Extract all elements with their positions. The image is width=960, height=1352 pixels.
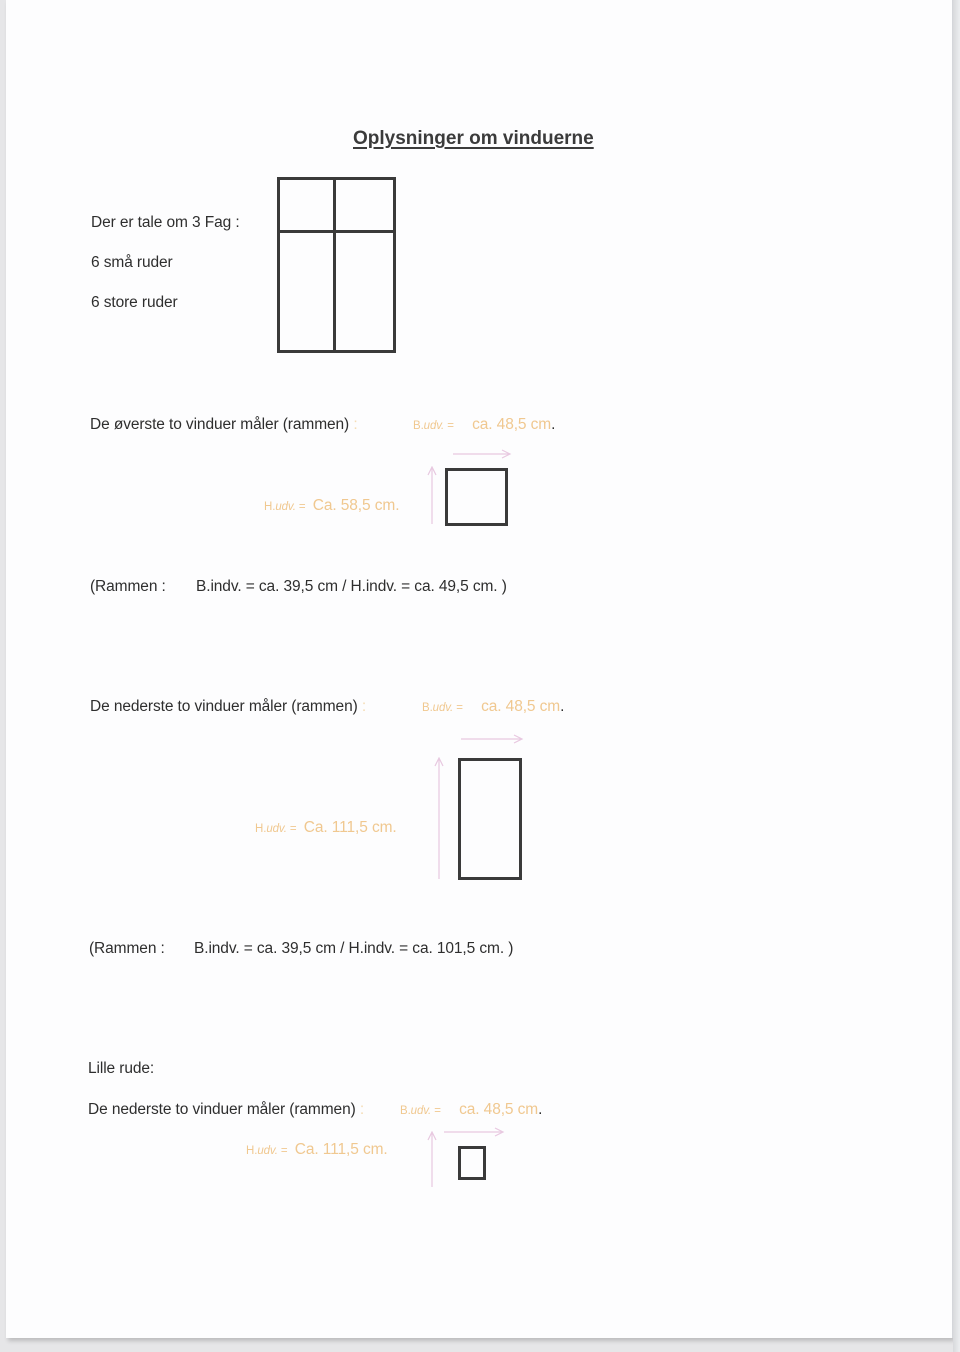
height-measure	[255, 819, 397, 837]
upper-window-shape	[445, 468, 508, 526]
width-dot: .	[538, 1101, 543, 1118]
heading-colon: :	[355, 1101, 365, 1118]
width-value: ca. 48,5 cm	[459, 1101, 539, 1118]
heading-text: De nederste to vinduer måler (rammen)	[90, 698, 358, 715]
window-frame	[277, 177, 396, 353]
heading-text: De øverste to vinduer måler (rammen)	[90, 416, 350, 433]
heading-text: De nederste to vinduer måler (rammen)	[88, 1101, 356, 1118]
width-label: B.udv. =	[400, 1105, 441, 1117]
width-arrow-icon	[453, 448, 513, 460]
height-label: H.udv. =	[264, 501, 306, 513]
width-measure	[422, 698, 564, 716]
width-dot: .	[551, 416, 556, 433]
frame-note-label: (Rammen :	[89, 940, 165, 957]
height-value: Ca. 58,5 cm.	[312, 497, 400, 514]
intro-small-panes: 6 små ruder	[91, 254, 173, 271]
section-heading	[88, 1101, 364, 1119]
width-value: ca. 48,5 cm	[472, 416, 552, 433]
width-label: B.udv. =	[413, 420, 454, 432]
height-label: H.udv. =	[255, 823, 297, 835]
page-edge	[953, 0, 960, 1352]
heading-colon: :	[357, 698, 367, 715]
section-subtitle: Lille rude:	[88, 1060, 155, 1077]
document-page	[6, 0, 953, 1338]
height-measure	[264, 497, 399, 515]
intro-fag-count: Der er tale om 3 Fag :	[91, 214, 240, 231]
height-arrow-icon	[426, 1131, 438, 1189]
width-measure	[400, 1101, 542, 1119]
window-transom	[277, 230, 396, 233]
page-title: Oplysninger om vinduerne	[353, 128, 594, 149]
height-value: Ca. 111,5 cm.	[303, 819, 397, 836]
window-mullion	[333, 177, 336, 353]
width-dot: .	[560, 698, 565, 715]
frame-inner-dimensions: B.indv. = ca. 39,5 cm / H.indv. = ca. 49,5 cm. )	[196, 578, 507, 595]
section-heading	[90, 698, 366, 716]
height-value: Ca. 111,5 cm.	[294, 1141, 388, 1158]
width-measure	[413, 416, 555, 434]
height-label: H.udv. =	[246, 1145, 288, 1157]
width-arrow-icon	[444, 1126, 506, 1138]
lower-window-shape	[458, 758, 522, 880]
width-label: B.udv. =	[422, 702, 463, 714]
heading-colon: :	[349, 416, 358, 433]
width-value: ca. 48,5 cm	[481, 698, 561, 715]
width-arrow-icon	[461, 733, 525, 745]
height-measure	[246, 1141, 388, 1159]
intro-large-panes: 6 store ruder	[91, 294, 178, 311]
small-pane-shape	[458, 1146, 486, 1180]
height-arrow-icon	[426, 466, 438, 526]
height-arrow-icon	[433, 757, 445, 881]
section-heading	[90, 416, 358, 434]
frame-note-label: (Rammen :	[90, 578, 166, 595]
frame-inner-dimensions: B.indv. = ca. 39,5 cm / H.indv. = ca. 101,5 cm. )	[194, 940, 514, 957]
